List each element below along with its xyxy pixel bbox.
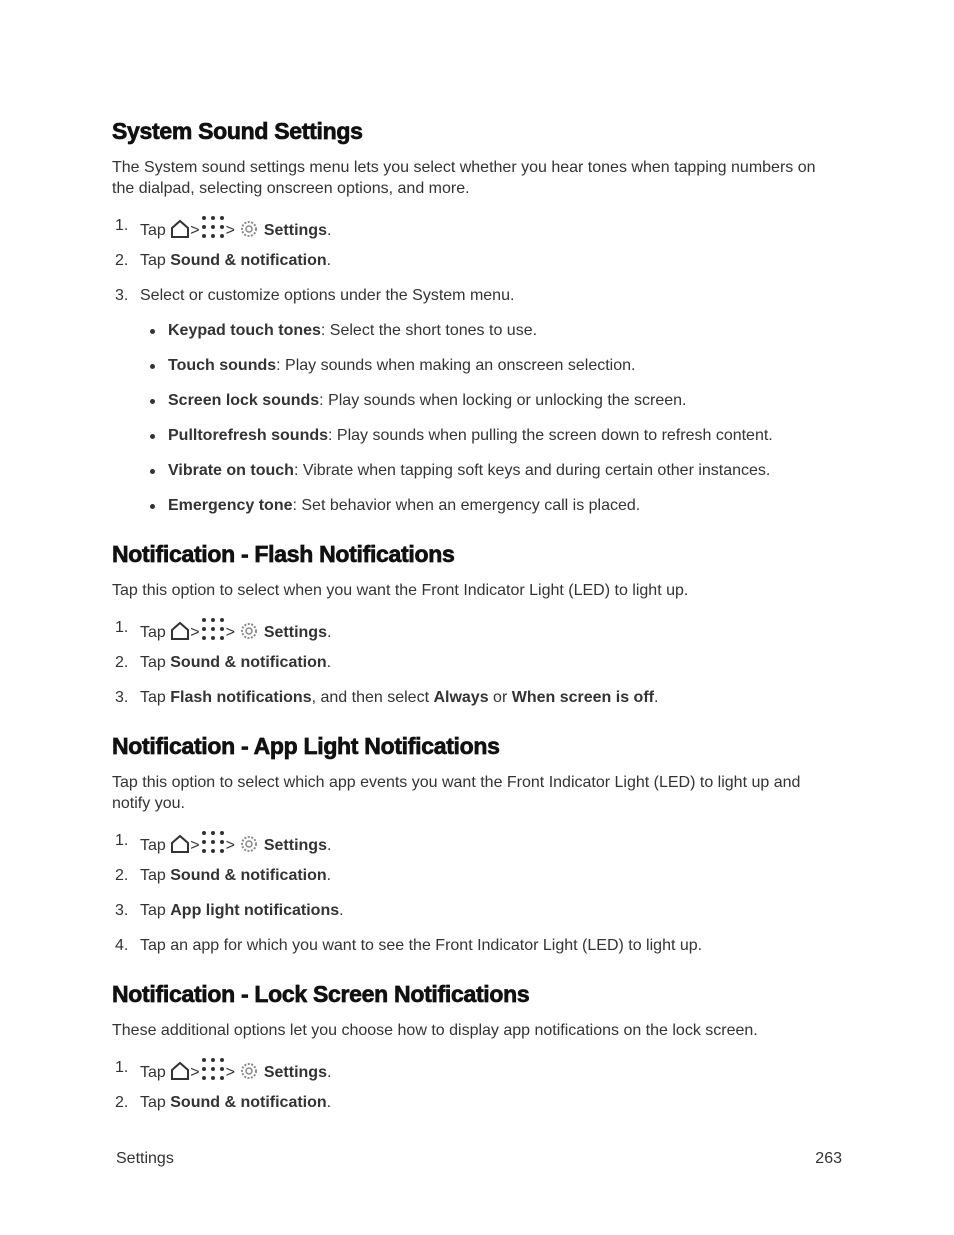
home-icon (170, 1061, 190, 1087)
section-system-sound (112, 118, 842, 530)
home-icon (170, 834, 190, 860)
step-1: 1. Tap > > Settings. (112, 830, 842, 865)
options-list (112, 320, 842, 530)
list-item: Vibrate on touch: Vibrate when tapping soft keys and during certain other instances. (112, 460, 842, 495)
step-1: 1. Tap > > Settings. (112, 1057, 842, 1092)
settings-gear-icon (239, 621, 259, 647)
section-title: Notification - App Light Notifications (112, 733, 500, 759)
section-intro: The System sound settings menu lets you select whether you hear tones when tapping numbers on the dialpad, selecting onscreen options, and more. (112, 159, 816, 197)
home-icon (170, 621, 190, 647)
settings-gear-icon (239, 834, 259, 860)
step-2: 2. Tap Sound & notification. (115, 654, 332, 671)
section-title: System Sound Settings (112, 118, 363, 144)
section-lock-screen-notifications (112, 981, 842, 1127)
apps-grid-icon (200, 1057, 226, 1087)
steps-list (112, 215, 842, 320)
section-intro: Tap this option to select which app events you want the Front Indicator Light (LED) to light up and notify you. (112, 774, 801, 812)
section-flash-notifications (112, 541, 842, 722)
apps-grid-icon (200, 215, 226, 245)
apps-grid-icon (200, 830, 226, 860)
page-number: 263 (815, 1150, 842, 1167)
step-3: 3. Tap App light notifications. (115, 902, 344, 919)
list-item: Emergency tone: Set behavior when an emergency call is placed. (112, 495, 842, 530)
section-title: Notification - Flash Notifications (112, 541, 455, 567)
step-2: 2. Tap Sound & notification. (115, 867, 332, 884)
settings-gear-icon (239, 1061, 259, 1087)
steps-list (112, 1057, 842, 1127)
section-title: Notification - Lock Screen Notifications (112, 981, 530, 1007)
steps-list (112, 617, 842, 722)
step-3: 3. Tap Flash notifications, and then select Always or When screen is off. (115, 689, 659, 706)
list-item: Touch sounds: Play sounds when making an onscreen selection. (112, 355, 842, 390)
step-4: 4. Tap an app for which you want to see the Front Indicator Light (LED) to light up. (115, 937, 703, 954)
step-1: 1. Tap > > Settings. (112, 617, 842, 652)
apps-grid-icon (200, 617, 226, 647)
settings-gear-icon (239, 219, 259, 245)
footer-label: Settings (116, 1150, 174, 1167)
page-footer (116, 1150, 842, 1170)
section-intro: These additional options let you choose how to display app notifications on the lock screen. (112, 1022, 758, 1039)
section-intro: Tap this option to select when you want the Front Indicator Light (LED) to light up. (112, 582, 689, 599)
step-3: 3. Select or customize options under the System menu. (115, 287, 515, 304)
step-1: 1. Tap > > Settings. (112, 215, 842, 250)
section-app-light-notifications (112, 733, 842, 970)
list-item: Keypad touch tones: Select the short tones to use. (112, 320, 842, 355)
step-2: 2. Tap Sound & notification. (115, 252, 332, 269)
list-item: Screen lock sounds: Play sounds when locking or unlocking the screen. (112, 390, 842, 425)
step-2: 2. Tap Sound & notification. (115, 1094, 332, 1111)
home-icon (170, 219, 190, 245)
list-item: Pulltorefresh sounds: Play sounds when pulling the screen down to refresh content. (112, 425, 842, 460)
steps-list (112, 830, 842, 970)
